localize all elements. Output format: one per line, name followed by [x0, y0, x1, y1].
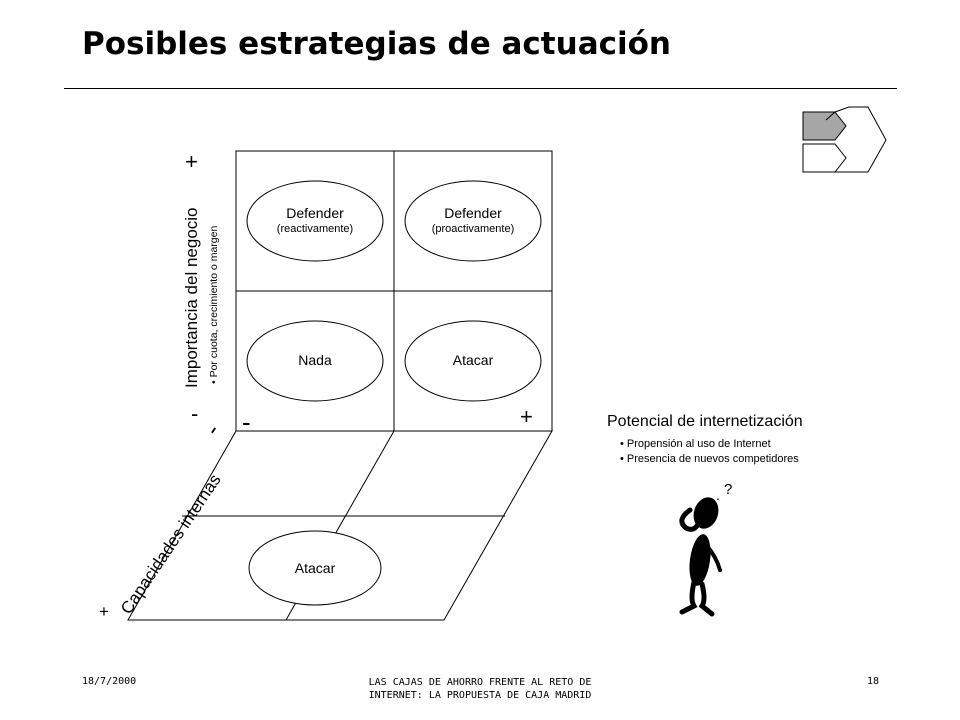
potential-item: • Propensión al uso de Internet [620, 438, 771, 450]
horizontal-axis-plus: + [520, 404, 533, 429]
vertical-axis-subtitle: • Por cuota, crecimiento o margen [208, 225, 220, 384]
potential-title: Potencial de internetización [607, 413, 803, 430]
footer-page-number: 18 [867, 676, 880, 687]
diagonal-axis-minus: - [199, 418, 227, 441]
horizontal-axis-minus: - [242, 407, 251, 437]
footer-center-line-1: LAS CAJAS DE AHORRO FRENTE AL RETO DE [368, 677, 592, 688]
chevron-navigation-icon [803, 107, 886, 172]
diagonal-axis-plus: + [99, 602, 109, 621]
footer-center-line-2: INTERNET: LA PROPUESTA DE CAJA MADRID [368, 690, 592, 701]
quadrant-top-left-sub: (reactivamente) [276, 222, 354, 235]
potential-item: • Presencia de nuevos competidores [620, 453, 799, 465]
vertical-axis-plus: + [185, 149, 198, 174]
page-title: Posibles estrategias de actuación [82, 26, 671, 62]
quadrant-top-right [413, 205, 533, 236]
vertical-axis-title: Importancia del negocio [182, 207, 201, 388]
floor-quadrant-main: Atacar [294, 560, 336, 576]
svg-text:.: . [716, 487, 720, 503]
floor-quadrant [255, 560, 375, 578]
footer-date: 18/7/2000 [82, 676, 137, 687]
potential-list [620, 437, 799, 467]
quadrant-bottom-left [255, 352, 375, 370]
quadrant-bottom-right [413, 352, 533, 370]
quadrant-top-right-sub: (proactivamente) [431, 222, 515, 235]
diagonal-axis-label: Capacidades internas [117, 470, 225, 618]
quadrant-bottom-right-main: Atacar [452, 352, 494, 368]
quadrant-top-left-main: Defender [286, 205, 344, 221]
question-mark: ? [724, 481, 733, 498]
footer-center-text [300, 676, 660, 702]
vertical-axis-minus: - [191, 401, 199, 426]
thinking-figure-icon [682, 481, 733, 614]
quadrant-top-left [255, 205, 375, 236]
quadrant-top-right-main: Defender [444, 205, 502, 221]
quadrant-bottom-left-main: Nada [298, 352, 332, 368]
